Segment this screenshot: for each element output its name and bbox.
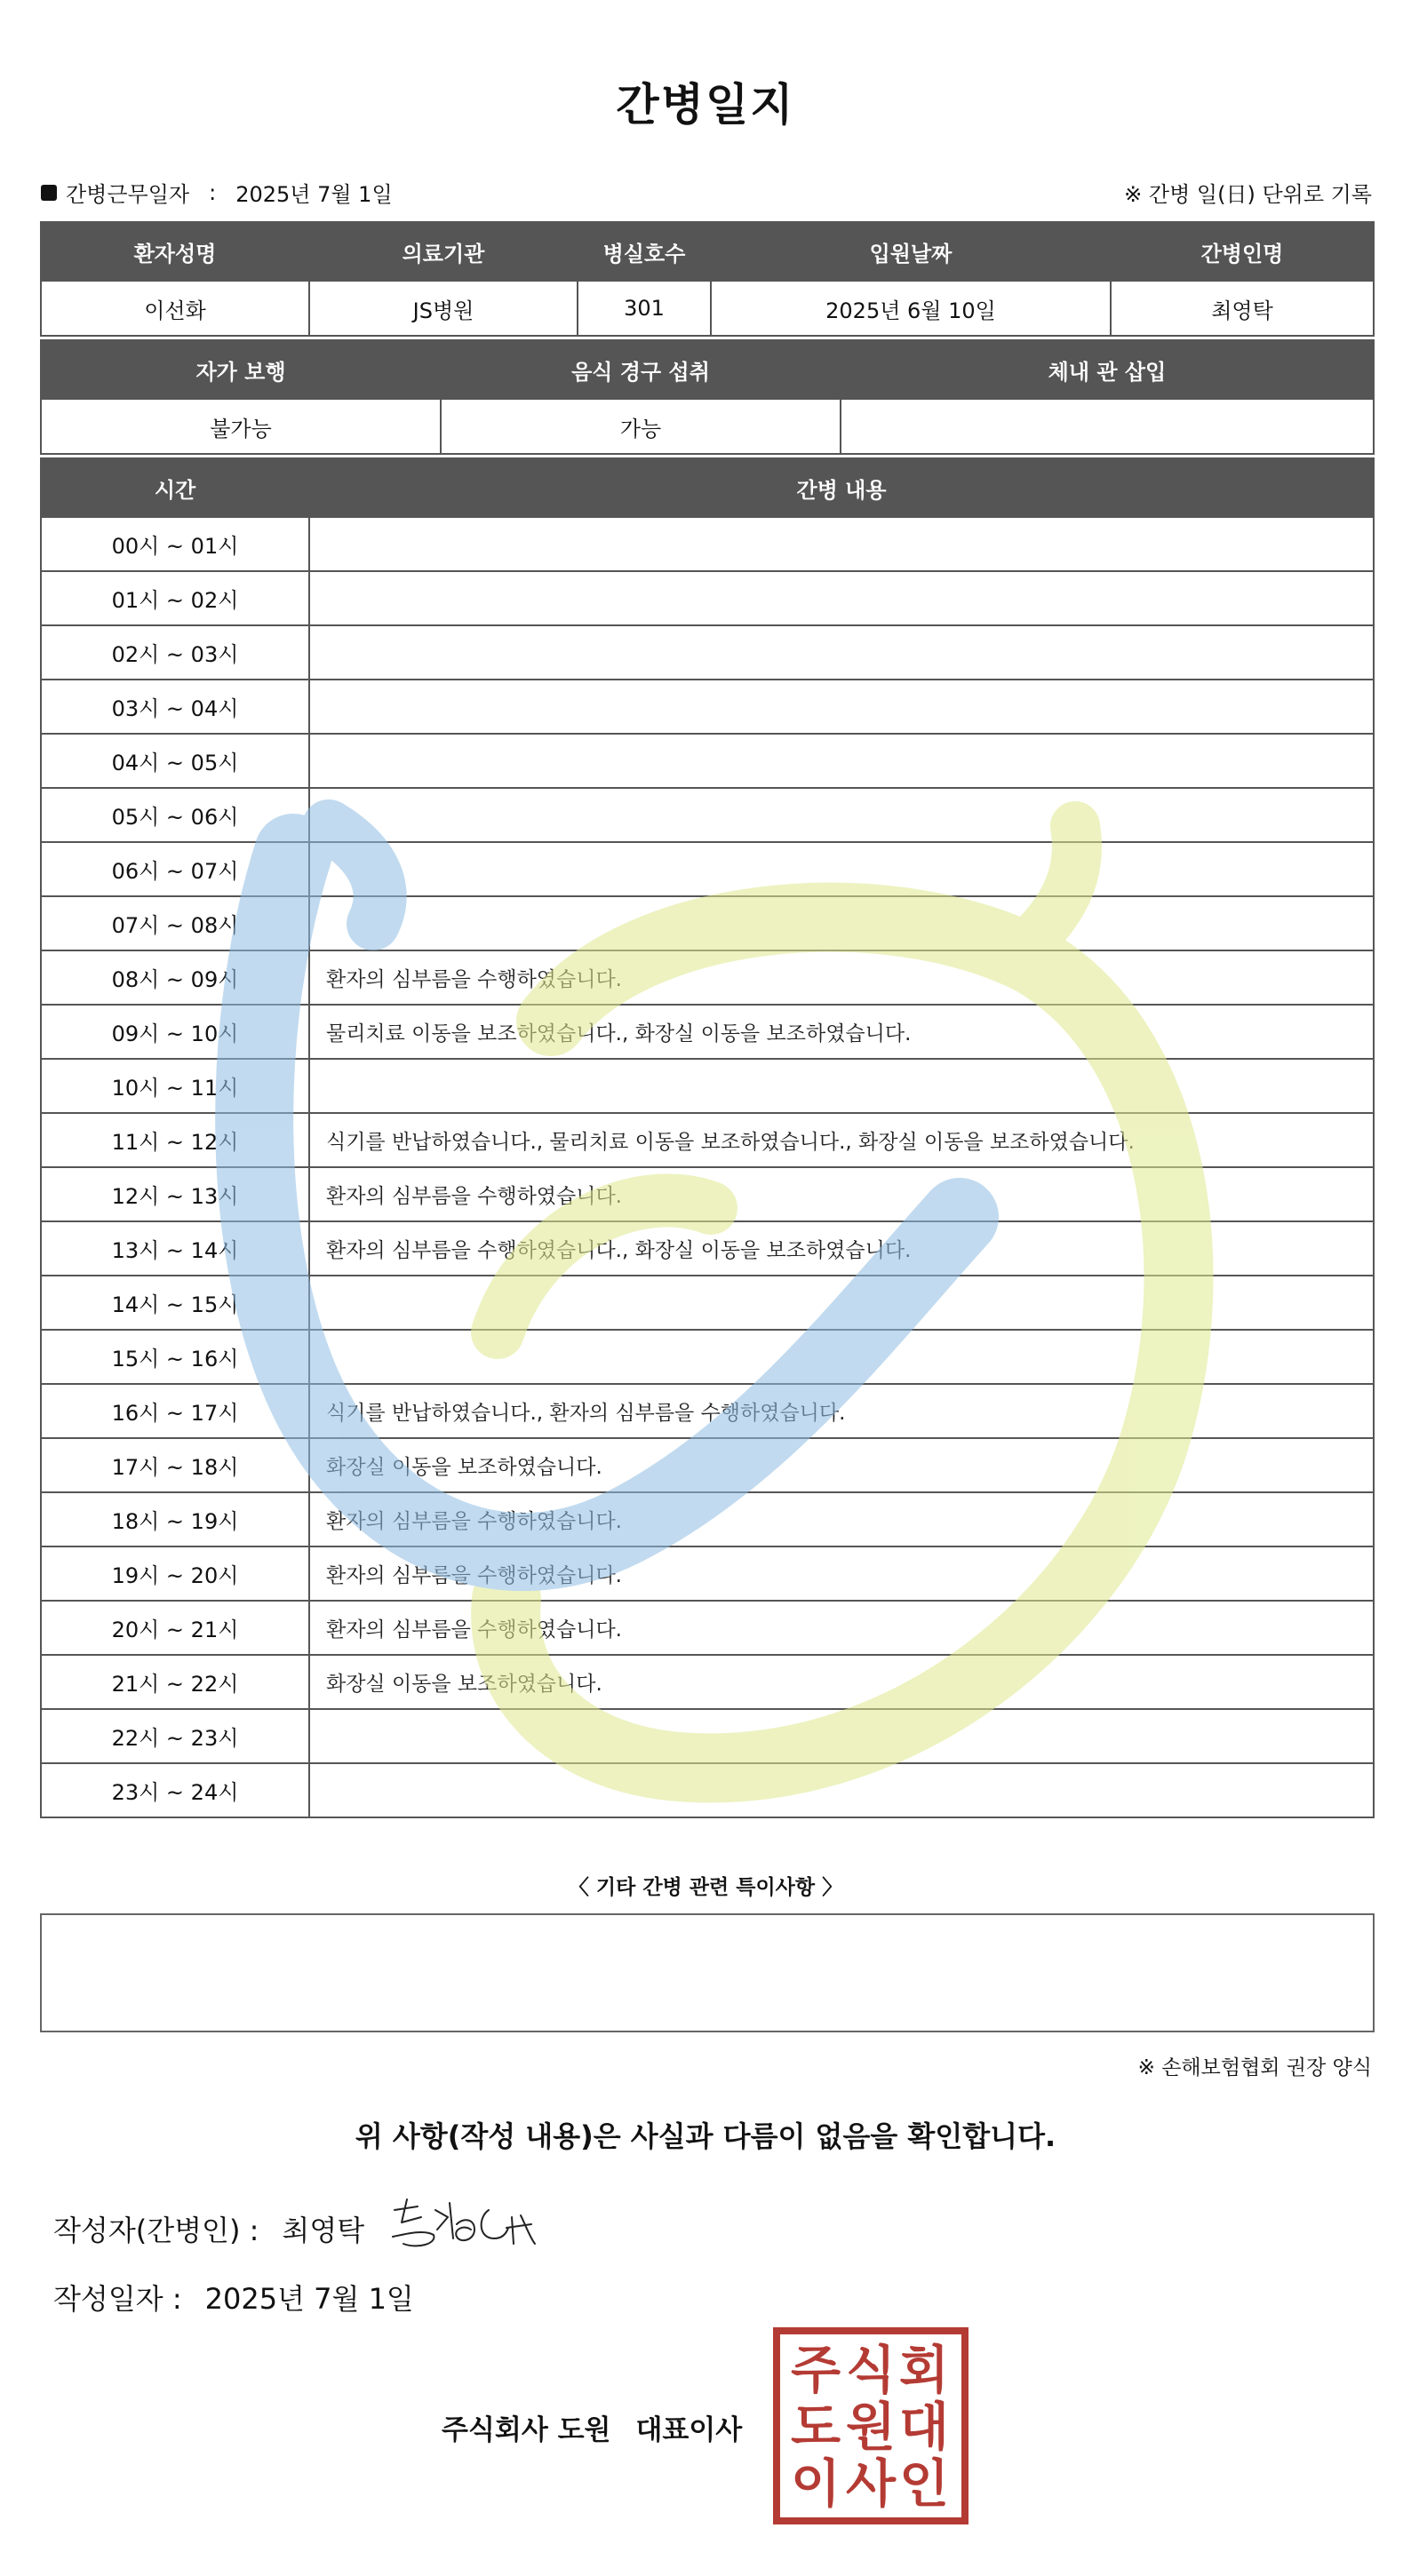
patient-info-value-row — [41, 281, 1374, 336]
header-self-walking: 자가 보행 — [41, 340, 441, 399]
care-log-time: 19시 ~ 20시 — [41, 1546, 309, 1601]
care-log-row — [41, 571, 1374, 625]
caregiver-name-value: 최영탁 — [1111, 281, 1374, 336]
patient-status-table — [40, 339, 1375, 455]
care-log-time: 04시 ~ 05시 — [41, 734, 309, 788]
svg-text:식: 식 — [845, 2340, 897, 2400]
hospital-value: JS병원 — [309, 281, 578, 336]
work-date-separator: : — [209, 179, 217, 205]
care-log-content — [309, 1330, 1374, 1384]
care-log-row — [41, 1276, 1374, 1330]
care-log-row — [41, 1005, 1374, 1059]
svg-text:인: 인 — [898, 2453, 950, 2514]
care-log-row — [41, 788, 1374, 842]
care-log-time: 00시 ~ 01시 — [41, 517, 309, 571]
care-log-time: 03시 ~ 04시 — [41, 680, 309, 734]
notes-box — [40, 1913, 1375, 2032]
care-log-body — [41, 517, 1374, 1817]
header-tube-insertion: 체내 관 삽입 — [841, 340, 1374, 399]
room-number-value: 301 — [578, 281, 711, 336]
care-log-content: 환자의 심부름을 수행하였습니다. — [309, 950, 1374, 1005]
care-log-time: 01시 ~ 02시 — [41, 571, 309, 625]
care-log-time: 14시 ~ 15시 — [41, 1276, 309, 1330]
written-date-line — [53, 2277, 414, 2318]
care-log-content — [309, 1276, 1374, 1330]
svg-text:이: 이 — [790, 2453, 841, 2514]
form-source-note: ※ 손해보험협회 권장 양식 — [1137, 2056, 1372, 2079]
care-log-content: 화장실 이동을 보조하였습니다. — [309, 1438, 1374, 1492]
care-log-content: 식기를 반납하였습니다., 물리치료 이동을 보조하였습니다., 화장실 이동을 보조하였습니다. — [309, 1113, 1374, 1167]
header-patient-name: 환자성명 — [41, 222, 309, 281]
care-log-row — [41, 896, 1374, 950]
care-log-content — [309, 1709, 1374, 1763]
work-date-line — [41, 177, 393, 208]
care-log-content: 환자의 심부름을 수행하였습니다. — [309, 1546, 1374, 1601]
care-log-row — [41, 1384, 1374, 1438]
care-log-time: 20시 ~ 21시 — [41, 1601, 309, 1655]
care-log-time: 18시 ~ 19시 — [41, 1492, 309, 1546]
care-log-time: 05시 ~ 06시 — [41, 788, 309, 842]
bullet-square-icon — [41, 185, 57, 201]
handwritten-signature — [382, 2190, 542, 2262]
care-log-time: 22시 ~ 23시 — [41, 1709, 309, 1763]
care-log-content — [309, 625, 1374, 680]
care-log-time: 16시 ~ 17시 — [41, 1384, 309, 1438]
patient-info-table — [40, 221, 1375, 337]
header-oral-intake: 음식 경구 섭취 — [441, 340, 841, 399]
care-log-content: 화장실 이동을 보조하였습니다. — [309, 1655, 1374, 1709]
care-log-time: 13시 ~ 14시 — [41, 1221, 309, 1276]
care-log-row — [41, 1546, 1374, 1601]
writer-label: 작성자(간병인) : — [53, 2214, 259, 2247]
header-admission-date: 입원날짜 — [711, 222, 1111, 281]
care-log-time: 15시 ~ 16시 — [41, 1330, 309, 1384]
care-log-content: 환자의 심부름을 수행하였습니다. — [309, 1167, 1374, 1221]
care-log-content — [309, 734, 1374, 788]
care-log-content — [309, 1059, 1374, 1113]
self-walking-value: 불가능 — [41, 399, 441, 454]
patient-info-header-row — [41, 222, 1374, 281]
company-title: 대표이사 — [635, 2414, 743, 2446]
care-log-time: 21시 ~ 22시 — [41, 1655, 309, 1709]
care-log-row — [41, 517, 1374, 571]
svg-text:원: 원 — [845, 2397, 897, 2457]
patient-name-value: 이선화 — [41, 281, 309, 336]
care-log-row — [41, 1167, 1374, 1221]
care-log-row — [41, 1330, 1374, 1384]
care-log-time: 11시 ~ 12시 — [41, 1113, 309, 1167]
care-log-time: 17시 ~ 18시 — [41, 1438, 309, 1492]
company-name: 주식회사 도원 — [442, 2414, 611, 2446]
oral-intake-value: 가능 — [441, 399, 841, 454]
care-log-time: 02시 ~ 03시 — [41, 625, 309, 680]
confirmation-statement: 위 사항(작성 내용)은 사실과 다름이 없음을 확인합니다. — [355, 2119, 1056, 2153]
header-care-content: 간병 내용 — [309, 458, 1374, 517]
care-log-row — [41, 1492, 1374, 1546]
svg-text:도: 도 — [790, 2397, 841, 2457]
care-log-row — [41, 842, 1374, 896]
care-log-content — [309, 788, 1374, 842]
work-date-label: 간병근무일자 — [66, 182, 190, 207]
care-log-time: 08시 ~ 09시 — [41, 950, 309, 1005]
care-log-row — [41, 1709, 1374, 1763]
care-log-content — [309, 571, 1374, 625]
header-caregiver-name: 간병인명 — [1111, 222, 1374, 281]
care-log-content: 물리치료 이동을 보조하였습니다., 화장실 이동을 보조하였습니다. — [309, 1005, 1374, 1059]
header-room-number: 병실호수 — [578, 222, 711, 281]
written-date-value: 2025년 7월 1일 — [204, 2282, 414, 2316]
svg-text:대: 대 — [898, 2397, 950, 2457]
tube-insertion-value — [841, 399, 1374, 454]
care-log-row — [41, 1113, 1374, 1167]
care-log-content — [309, 1763, 1374, 1817]
care-log-row — [41, 1438, 1374, 1492]
daily-record-note: ※ 간병 일(日) 단위로 기록 — [1124, 182, 1372, 207]
care-log-time: 07시 ~ 08시 — [41, 896, 309, 950]
care-log-row — [41, 950, 1374, 1005]
care-log-content: 환자의 심부름을 수행하였습니다. — [309, 1492, 1374, 1546]
company-line — [442, 2407, 742, 2447]
care-log-time: 09시 ~ 10시 — [41, 1005, 309, 1059]
page-title: 간병일지 — [616, 79, 795, 131]
care-log-row — [41, 1655, 1374, 1709]
care-log-row — [41, 1059, 1374, 1113]
care-log-content — [309, 517, 1374, 571]
care-log-header-row — [41, 458, 1374, 517]
care-log-content: 식기를 반납하였습니다., 환자의 심부름을 수행하였습니다. — [309, 1384, 1374, 1438]
seal-lettering — [780, 2334, 961, 2517]
notes-title: 〈 기타 간병 관련 특이사항 〉 — [568, 1876, 843, 1899]
svg-text:사: 사 — [845, 2453, 897, 2514]
care-log-row — [41, 1601, 1374, 1655]
care-log-time: 23시 ~ 24시 — [41, 1763, 309, 1817]
care-log-row — [41, 625, 1374, 680]
patient-status-value-row — [41, 399, 1374, 454]
header-time: 시간 — [41, 458, 309, 517]
written-date-label: 작성일자 : — [53, 2282, 182, 2316]
writer-name: 최영탁 — [282, 2214, 365, 2247]
care-log-row — [41, 1763, 1374, 1817]
svg-text:주: 주 — [790, 2340, 841, 2400]
writer-line — [53, 2208, 364, 2249]
admission-date-value: 2025년 6월 10일 — [711, 281, 1111, 336]
care-log-content — [309, 896, 1374, 950]
care-log-table — [40, 457, 1375, 1818]
header-hospital: 의료기관 — [309, 222, 578, 281]
company-seal-stamp — [773, 2327, 969, 2524]
care-log-content — [309, 842, 1374, 896]
care-log-content: 환자의 심부름을 수행하였습니다., 화장실 이동을 보조하였습니다. — [309, 1221, 1374, 1276]
care-log-time: 06시 ~ 07시 — [41, 842, 309, 896]
care-log-row — [41, 680, 1374, 734]
care-log-time: 12시 ~ 13시 — [41, 1167, 309, 1221]
care-log-content — [309, 680, 1374, 734]
care-log-content: 환자의 심부름을 수행하였습니다. — [309, 1601, 1374, 1655]
work-date-value: 2025년 7월 1일 — [235, 182, 393, 207]
care-log-row — [41, 734, 1374, 788]
patient-status-header-row — [41, 340, 1374, 399]
svg-text:회: 회 — [898, 2340, 950, 2400]
care-log-row — [41, 1221, 1374, 1276]
care-log-time: 10시 ~ 11시 — [41, 1059, 309, 1113]
